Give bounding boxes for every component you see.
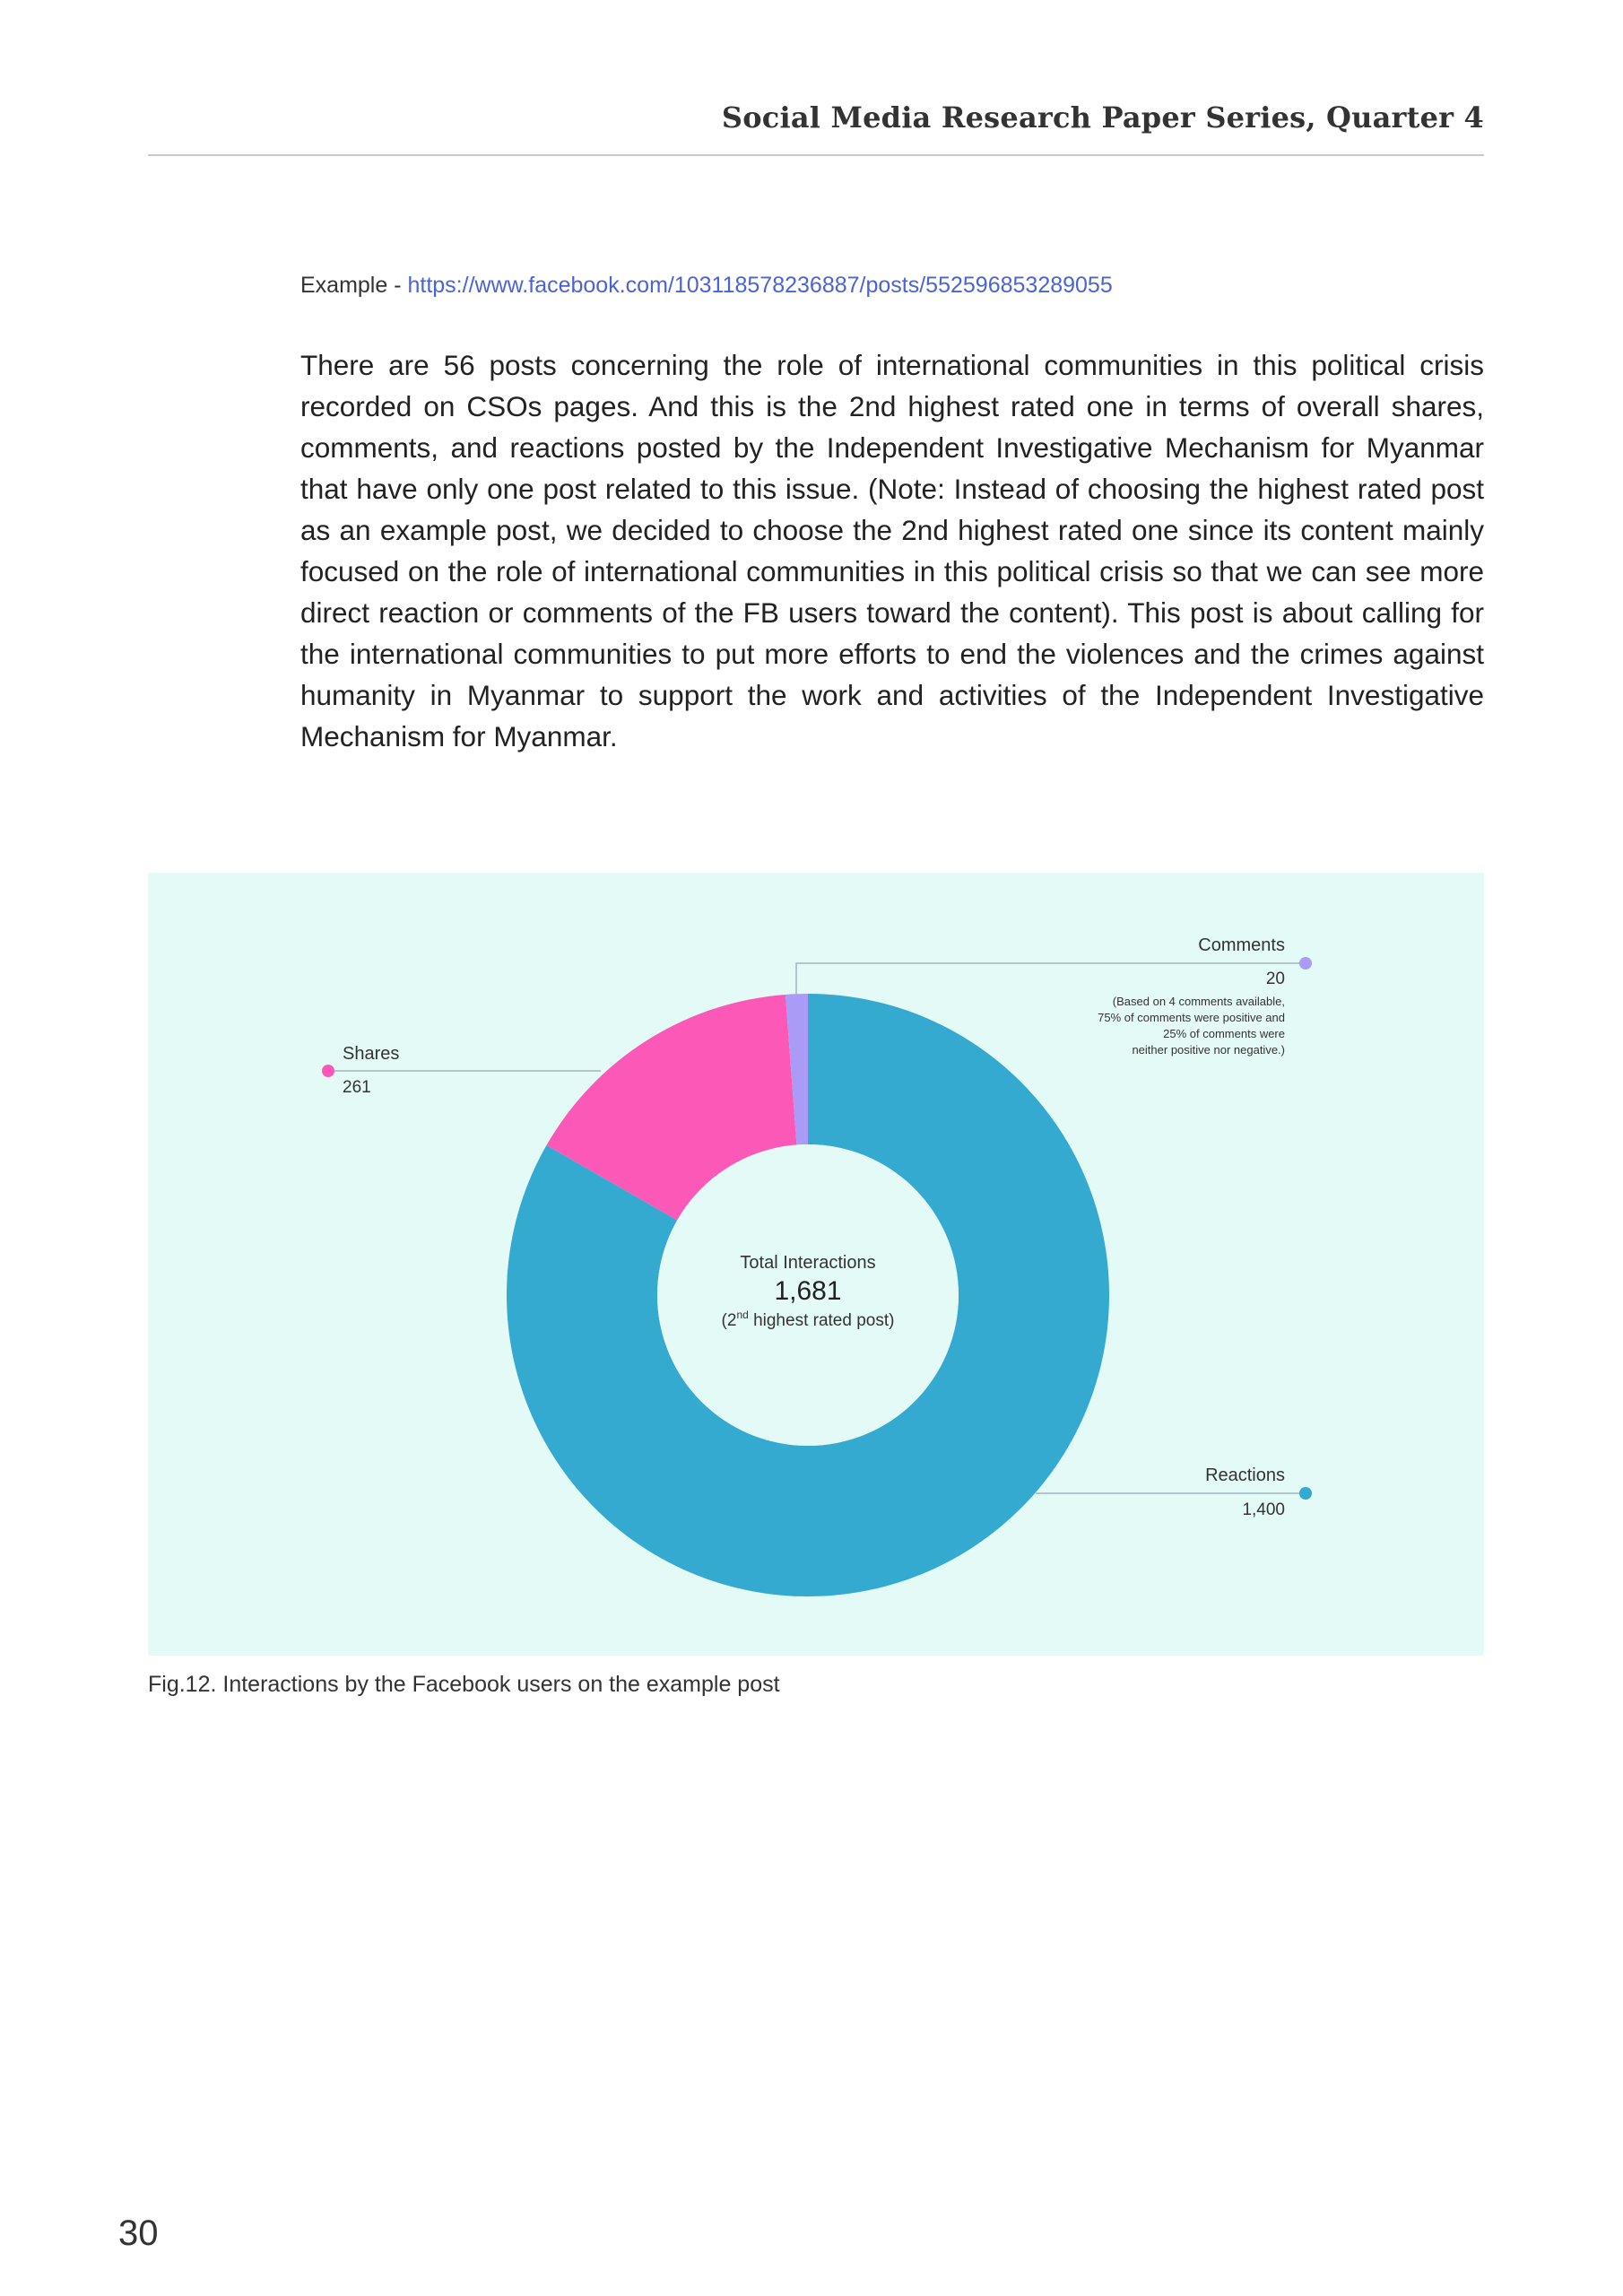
figure-caption: Fig.12. Interactions by the Facebook users on the example post	[148, 1672, 780, 1697]
comments-value: 20	[1265, 970, 1285, 988]
example-link[interactable]: https://www.facebook.com/103118578236887/posts/552596853289055	[407, 273, 1113, 298]
reactions-value: 1,400	[1242, 1500, 1285, 1519]
header-divider	[148, 154, 1484, 156]
shares-value: 261	[343, 1078, 371, 1097]
comments-leader-line	[796, 963, 1306, 995]
example-line	[300, 273, 1113, 299]
comments-marker	[1299, 957, 1312, 970]
reactions-label: Reactions	[1205, 1465, 1285, 1485]
center-note-prefix: (2	[721, 1311, 737, 1330]
center-value: 1,681	[774, 1276, 842, 1306]
comments-label: Comments	[1198, 935, 1285, 955]
comments-note-line-4: neither positive nor negative.)	[1132, 1043, 1285, 1057]
center-note-suffix: highest rated post)	[748, 1311, 895, 1330]
chart-panel	[148, 873, 1484, 1656]
page-number: 30	[118, 2213, 159, 2253]
shares-marker	[322, 1065, 334, 1077]
body-paragraph: There are 56 posts concerning the role of international communities in this political crisis recorded on CSOs pages. And this is the 2nd highest rated one in terms of overall shares, comments, and reactions posted by the Independent Investigative Mechanism for Myanmar that have only one post related to this issue. (Note: Instead of choosing the highest rated post as an example post, we decided to choose the 2nd highest rated one since its content mainly focused on the role of international communities in this political crisis so that we can see more direct reaction or comments of the FB users toward the content). This post is about calling for the international communities to put more efforts to end the violences and the crimes against humanity in Myanmar to support the work and activities of the Independent Investigative Mechanism for Myanmar.	[300, 349, 1484, 752]
example-prefix: Example -	[300, 273, 408, 298]
comments-note-line-2: 75% of comments were positive and	[1098, 1011, 1285, 1024]
running-header: Social Media Research Paper Series, Quarter 4	[721, 100, 1484, 135]
shares-label: Shares	[343, 1044, 400, 1064]
comments-note-line-1: (Based on 4 comments available,	[1112, 995, 1285, 1008]
donut-chart	[148, 873, 1484, 1656]
reactions-marker	[1299, 1487, 1312, 1500]
center-title: Total Interactions	[740, 1253, 876, 1273]
center-note-sup: nd	[736, 1309, 749, 1321]
comments-note-line-3: 25% of comments were	[1163, 1027, 1285, 1040]
